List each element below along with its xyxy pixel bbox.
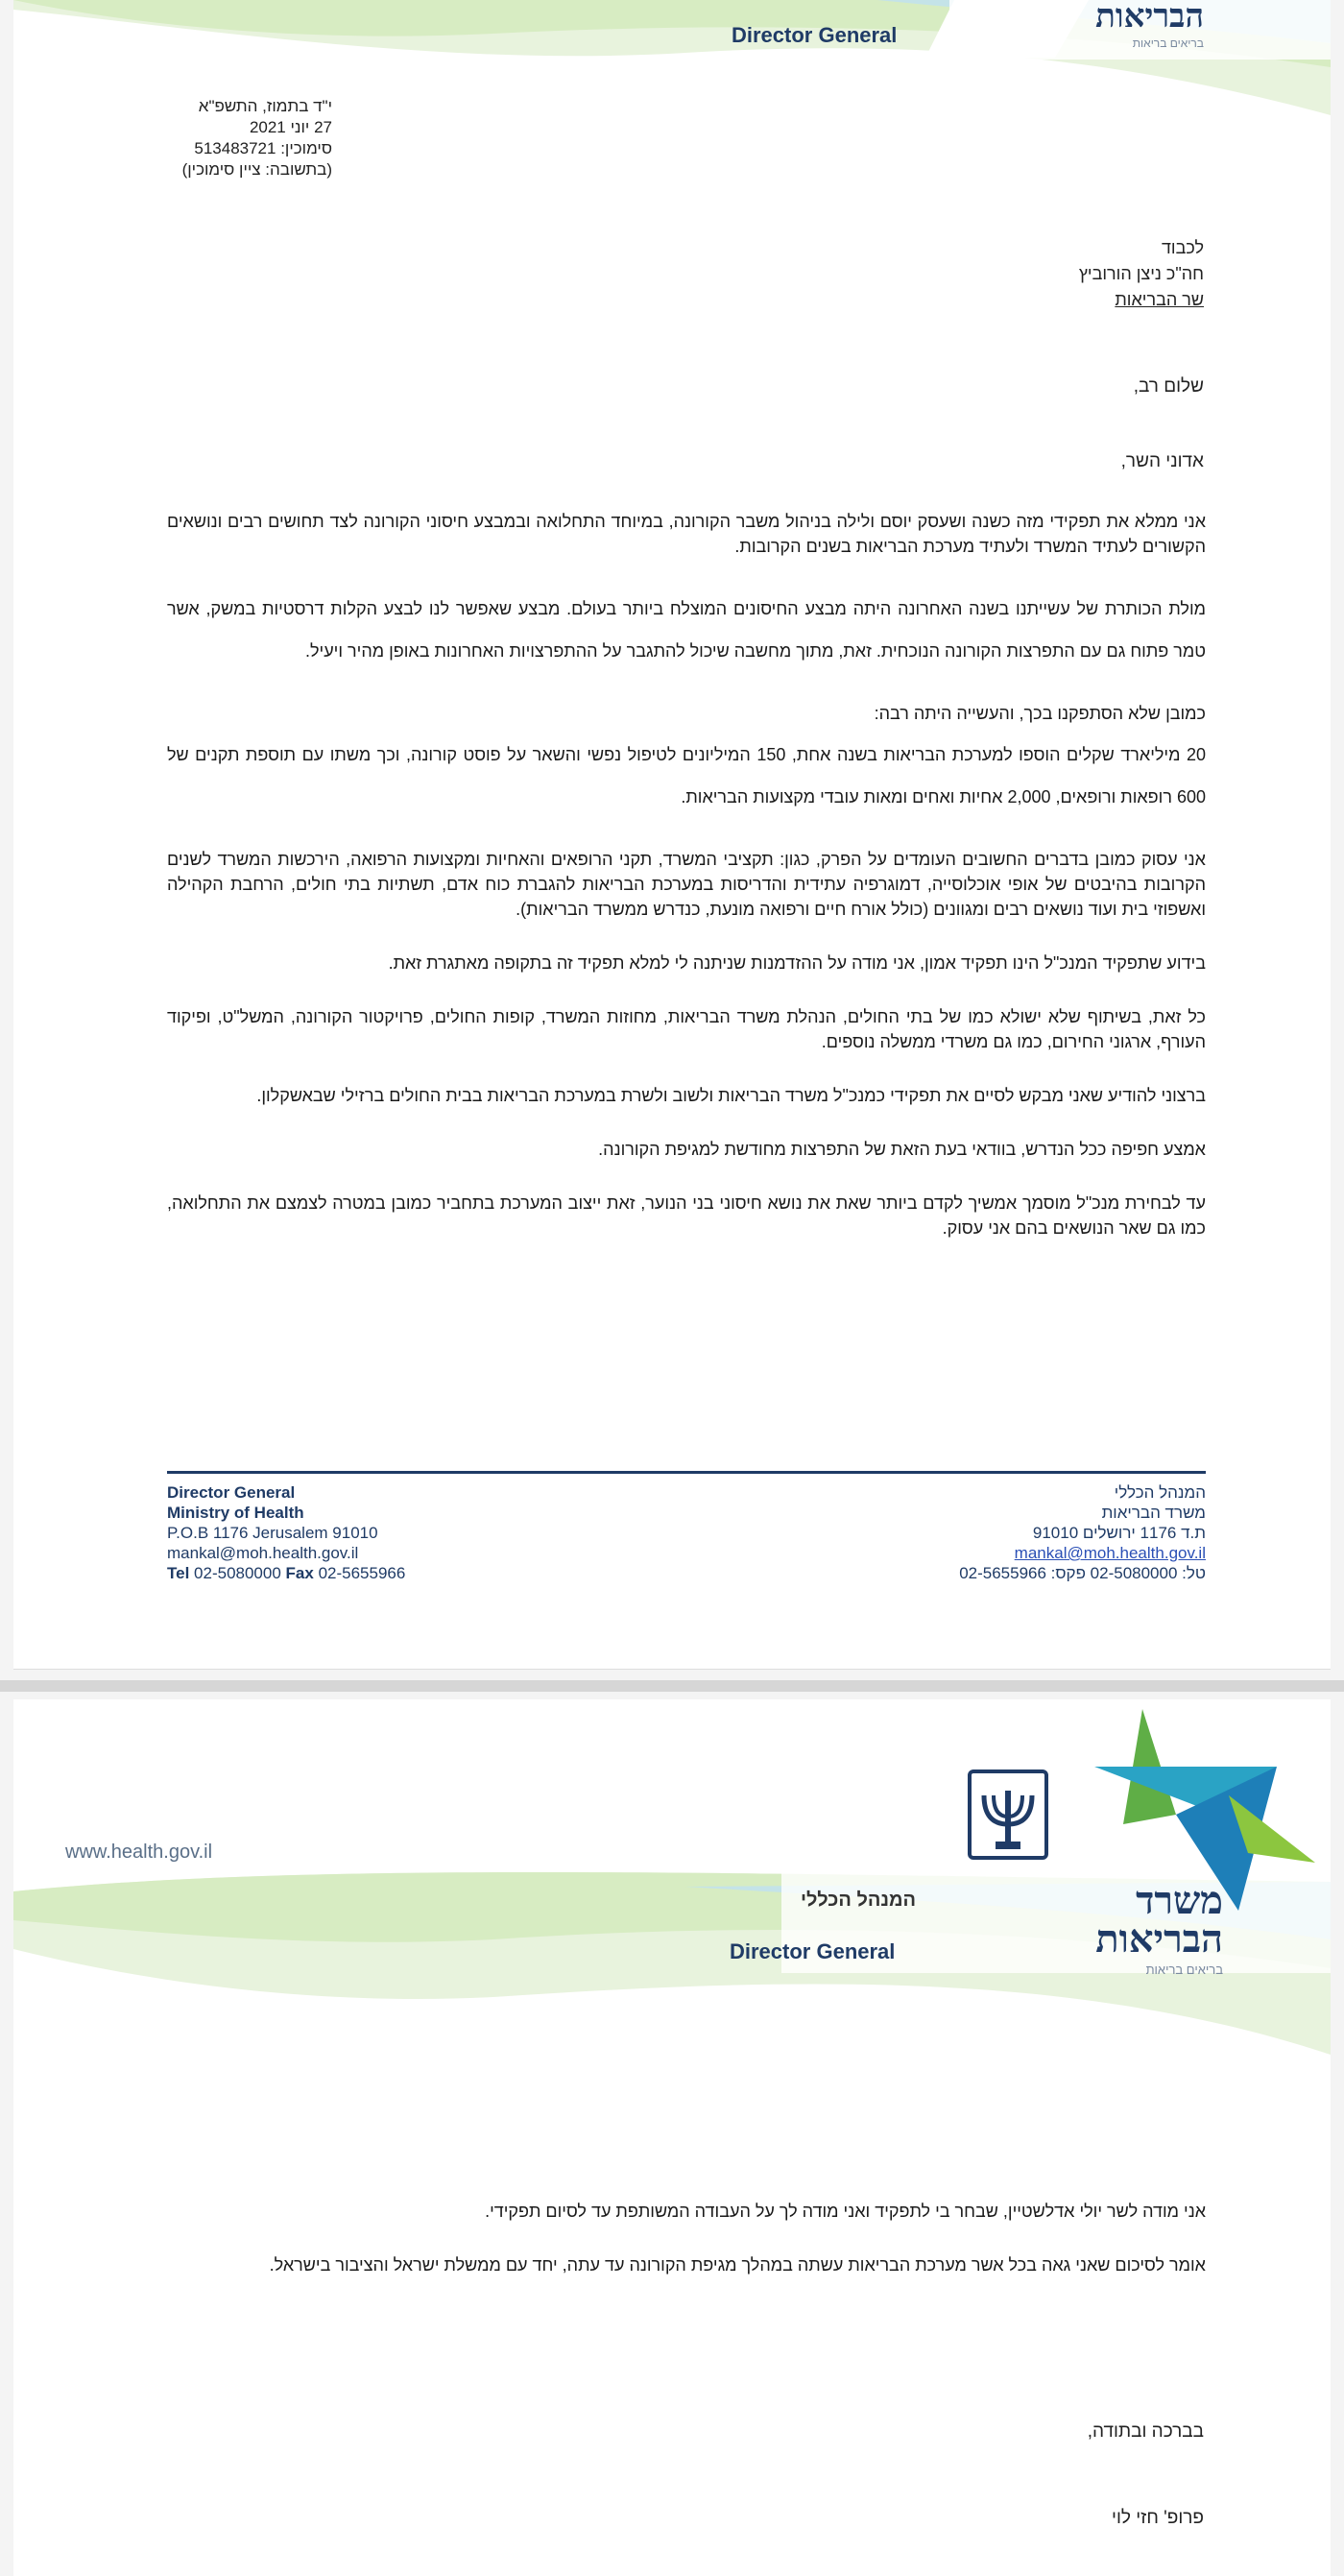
paragraph: ברצוני להודיע שאני מבקש לסיים את תפקידי כמנכ"ל משרד הבריאות ולשוב ולשרת במערכת הבריאות בבית החולים ברזילי שבאשקלון. [256, 1086, 1206, 1105]
logo-line-1: משרד [1136, 1878, 1223, 1923]
recipient-to: לכבוד [1161, 238, 1204, 257]
paragraph: עד לבחירת מנכ"ל מוסמך אמשיך לקדם ביותר שאת את נושא חיסוני בני הנוער, זאת ייצוב המערכת בתחביר כמובן במטרה לצמצם את התחלואה, כמו גם שאר הנושאים בהם אני עסוק. [167, 1193, 1206, 1238]
footer-ministry-he: משרד הבריאות [1101, 1504, 1206, 1522]
footer-title-en: Director General [167, 1483, 296, 1502]
meta-reference: סימוכין: 513483721 [194, 139, 332, 157]
recipient-name: חה"כ ניצן הורוביץ [1078, 264, 1204, 283]
paragraph: מולת הכותרת של עשייתנו בשנה האחרונה היתה מבצע החיסונים המוצלח ביותר בעולם. מבצע שאפשר לנו לבצע הקלות דרסטיות במשק, אשר טמר פתוח גם עם התפרצות הקורונה הנוכחית. זאת, מתוך מחשבה שיכול להתגבר על ההתפרצויות האחרונות באופן מהיר ויעיל. [167, 599, 1206, 661]
ministry-logo [1031, 0, 1204, 50]
letter-body-2 [167, 2199, 1206, 2306]
letter-page-2 [13, 1699, 1331, 2576]
footer-email-en: mankal@moh.health.gov.il [167, 1544, 359, 1562]
ministry-logo-2 [1031, 1878, 1223, 1977]
logo-tagline-2: בריאים בריאות [1145, 1962, 1223, 1977]
paragraph: אני מודה לשר יולי אדלשטיין, שבחר בי לתפקיד ואני מודה לך על העבודה המשותפת עד לסיום תפקידי. [485, 2202, 1206, 2221]
paragraph: בידוע שתפקיד המנכ"ל הינו תפקיד אמון, אני מודה על ההזדמנות שניתנה לי למלא תפקיד זה בתקופה מאתגרת זאת. [388, 953, 1206, 973]
recipient-block [820, 235, 1204, 313]
footer-divider [167, 1471, 1206, 1474]
paragraph: אני ממלא את תפקידי מזה כשנה ושעסק יוסם ולילה בניהול משבר הקורונה, במיוחד התחלואה ובמבצע חיסוני הקורונה לצד תחושים רבים ונושאים הקשורים לעתיד המשרד ולעתיד מערכת הבריאות בשנים הקרובות. [167, 512, 1206, 556]
paragraph: אמצע חפיפה ככל הנדרש, בוודאי בעת הזאת של התפרצות מחודשת למגיפת הקורונה. [598, 1140, 1206, 1159]
footer-email-link[interactable]: mankal@moh.health.gov.il [1014, 1544, 1206, 1562]
header-title-he: המנהל הכללי [801, 1890, 917, 1911]
closing: בברכה ובתודה, [1087, 2421, 1204, 2442]
signature-name: פרופ' חזי לוי [1112, 2508, 1204, 2528]
footer-title-he: המנהל הכללי [1114, 1483, 1206, 1502]
meta-reply-note: (בתשובה: ציין סימוכין) [181, 160, 332, 179]
website-url[interactable]: www.health.gov.il [65, 1842, 213, 1863]
paragraph: אני עסוק כמובן בדברים החשובים העומדים על הפרק, כגון: תקציבי המשרד, תקני הרופאים והאחיות ומקצועות הרפואה, הירכשות המשרד לשנים הקרובות בהיבטים של אופי אוכלוסייה, דמוגרפיה עתידית והדריסות במערכת הבריאות להגברת כוח אדם, תשתיות בתי חולים, הרחבת הקהילה ואשפוזי בית ועוד נושאים רבים ומגוונים (כולל אורח חיים ורפואה מונעת, כנדרש ממשרד הבריאות). [167, 850, 1206, 919]
letter-body [167, 509, 1206, 1269]
paragraph: 20 מיליארד שקלים הוספו למערכת הבריאות בשנה אחת, 150 המיליונים לטיפול נפשי והשאר על פוסט קורונה, וכך משתו עם תוספת תקנים של 600 רופאות ורופאים, 2,000 אחיות ואחים ומאות עובדי מקצועות הבריאות. [167, 745, 1206, 807]
footer-contact-en [167, 1482, 570, 1583]
header-title-en-2: Director General [730, 1939, 896, 1963]
greeting: שלום רב, [1133, 376, 1204, 397]
state-emblem-icon [965, 1767, 1051, 1863]
footer-phone-en: Tel 02-5080000 Fax 02-5655966 [167, 1564, 406, 1582]
footer-address-en: P.O.B 1176 Jerusalem 91010 [167, 1524, 378, 1542]
footer-address-he: ת.ד 1176 ירושלים 91010 [1032, 1524, 1206, 1542]
paragraph: כמובן שלא הסתפקנו בכך, והעשייה היתה רבה: [874, 704, 1206, 723]
page-separator [0, 1680, 1344, 1692]
logo-tagline: בריאים בריאות [1132, 36, 1204, 50]
footer-ministry-en: Ministry of Health [167, 1504, 304, 1522]
letter-meta [102, 96, 332, 181]
meta-hebrew-date: י"ד בתמוז, התשפ"א [198, 97, 332, 115]
logo-line-2: הבריאות [1095, 1916, 1223, 1962]
footer-phone-he: טל: 02-5080000 פקס: 02-5655966 [959, 1564, 1206, 1582]
logo-text: הבריאות [1095, 0, 1204, 36]
recipient-title: שר הבריאות [1115, 290, 1204, 309]
meta-date: 27 יוני 2021 [249, 118, 332, 136]
salutation: אדוני השר, [1120, 451, 1204, 471]
paragraph: כל זאת, בשיתוף שלא ישולא כמו של בתי החולים, הנהלת משרד הבריאות, מחוזות המשרד, קופות החולים, פרויקטור הקורונה, המשל"ט, ופיקוד העורף, ארגוני החירום, כמו גם משרדי ממשלה נוספים. [167, 1007, 1206, 1051]
paragraph: אומר לסיכום שאני גאה בכל אשר מערכת הבריאות עשתה במהלך מגיפת הקורונה עד עתה, יחד עם ממשלת ישראל והציבור בישראל. [269, 2255, 1206, 2275]
letter-page-1 [13, 0, 1331, 1670]
footer-contact-he [839, 1482, 1206, 1583]
header-title-en: Director General [732, 23, 898, 47]
